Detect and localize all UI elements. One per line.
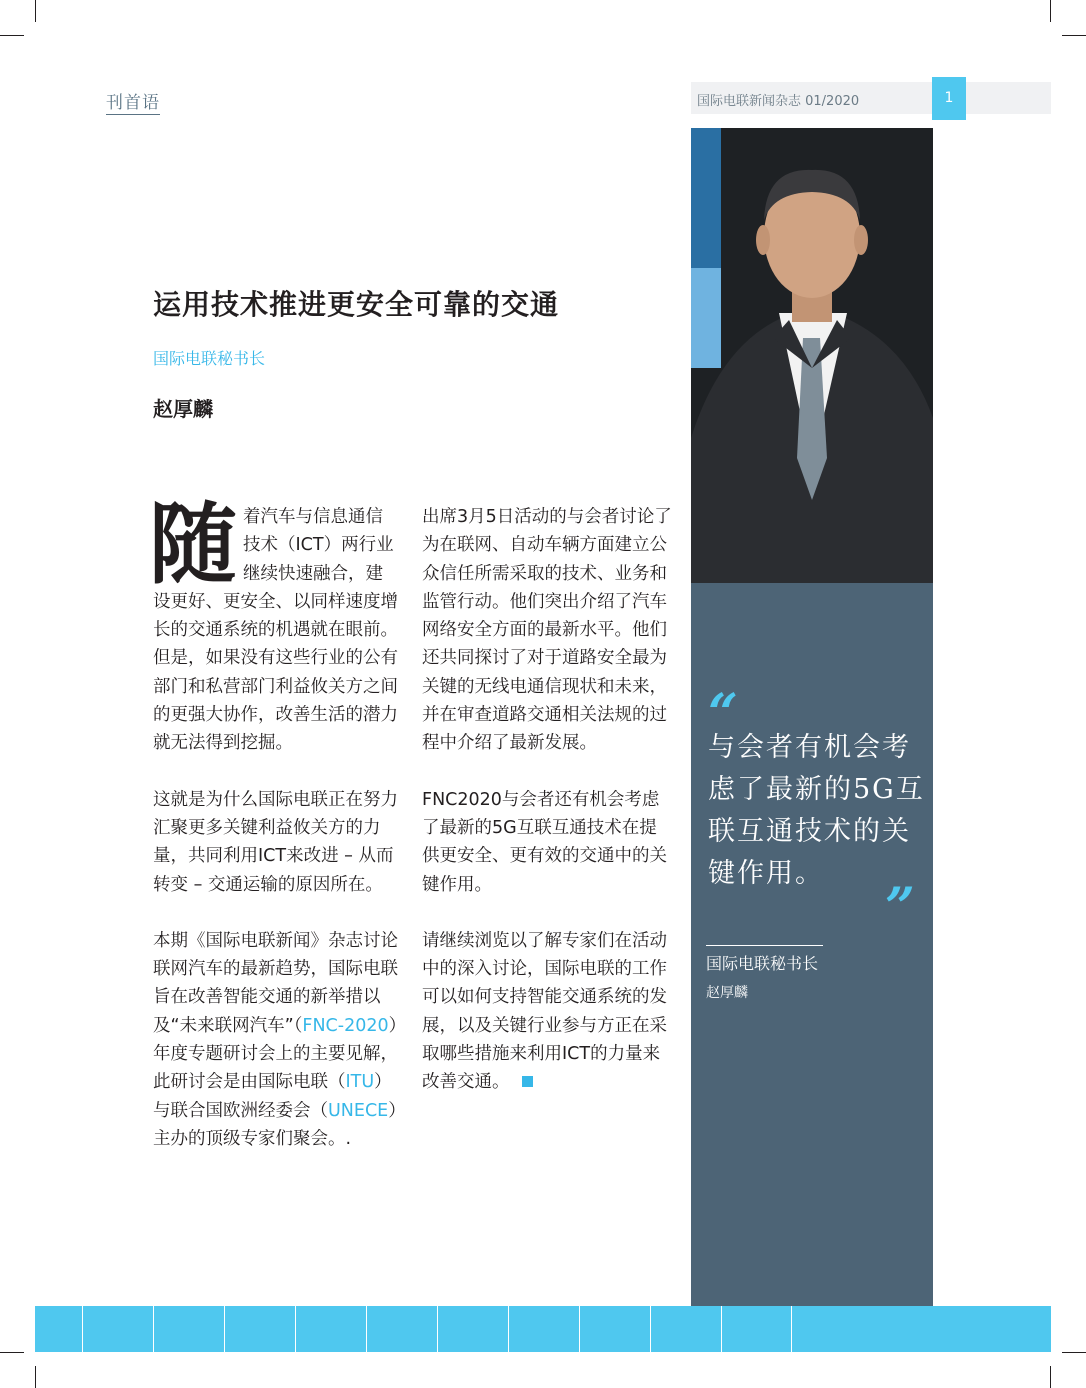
author-name: 赵厚麟 — [153, 397, 213, 421]
crop-mark — [1062, 1352, 1086, 1353]
link-fnc-2020[interactable]: FNC-2020 — [302, 1015, 389, 1036]
crop-mark — [1050, 0, 1051, 22]
author-role: 国际电联秘书长 — [153, 349, 266, 368]
quote-author-name: 赵厚麟 — [706, 985, 748, 1001]
footer-divider — [650, 1306, 651, 1352]
paragraph: 这就是为什么国际电联正在努力汇聚更多关键利益攸关方的力量，共同利用ICT来改进 – 从而转变 – 交通运输的原因所在。 — [153, 789, 398, 895]
crop-mark — [0, 35, 24, 36]
crop-mark — [0, 1352, 24, 1353]
pull-quote: 与会者有机会考虑了最新的5G互联互通技术的关键作用。 — [708, 732, 925, 889]
crop-mark — [1050, 1366, 1051, 1388]
paragraph — [149, 492, 398, 758]
paragraph-text: ）主办的顶级专家们聚会。. — [153, 1100, 397, 1149]
page-number: 1 — [944, 90, 954, 106]
paragraph: FNC2020与会者还有机会考虑了最新的5G互联互通技术在提供更安全、更有效的交通中的关键作用。 — [422, 789, 667, 895]
footer-divider — [721, 1306, 722, 1352]
quote-close-icon: ” — [885, 877, 915, 938]
article-title: 运用技术推进更安全可靠的交通 — [153, 288, 560, 321]
paragraph-text: 本期《国际电联新闻》杂志讨论联网汽车的最新趋势，国际电联旨在改善智能交通的新举措以及“未来联网汽车”（ — [153, 930, 398, 1036]
article-column-1 — [149, 492, 398, 1153]
footer-divider — [224, 1306, 225, 1352]
paragraph — [153, 927, 398, 1153]
end-mark-icon — [522, 1076, 533, 1087]
crop-mark — [35, 1366, 36, 1388]
footer-divider — [791, 1306, 792, 1352]
footer-divider — [508, 1306, 509, 1352]
footer-bar — [35, 1306, 1051, 1352]
link-itu[interactable]: ITU — [345, 1072, 375, 1093]
crop-mark — [35, 0, 36, 22]
paragraph — [422, 927, 672, 1097]
paragraph-text: 着汽车与信息通信技术（ICT）两行业继续快速融合，建设更好、更安全、以同样速度增长的交通系统的机遇就在眼前。但是，如果没有这些行业的公有部门和私营部门利益攸关方之间的更强大协作，改善生活的潜力就无法得到挖掘。 — [153, 507, 398, 754]
divider — [706, 945, 823, 946]
footer-divider — [366, 1306, 367, 1352]
crop-mark — [1062, 35, 1086, 36]
paragraph: 出席3月5日活动的与会者讨论了为在联网、自动车辆方面建立公众信任所需采取的技术、业务和监管行动。他们突出介绍了汽车网络安全方面的最新水平。他们还共同探讨了对于道路安全最为关键的无线电通信现状和未来，并在审查道路交通相关法规的过程中介绍了最新发展。 — [422, 507, 672, 754]
author-portrait — [691, 128, 933, 583]
drop-cap: 随 — [149, 492, 238, 596]
footer-divider — [153, 1306, 154, 1352]
footer-divider — [295, 1306, 296, 1352]
article-column-2 — [422, 503, 672, 1097]
section-label: 刊首语 — [106, 88, 160, 115]
paragraph-text: 请继续浏览以了解专家们在活动中的深入讨论，国际电联的工作可以如何支持智能交通系统的发展，以及关键行业参与方正在采取哪些措施来利用ICT的力量来改善交通。 — [422, 930, 667, 1093]
magazine-issue: 国际电联新闻杂志 01/2020 — [697, 94, 860, 109]
footer-divider — [82, 1306, 83, 1352]
link-unece[interactable]: UNECE — [328, 1100, 389, 1121]
footer-divider — [579, 1306, 580, 1352]
footer-divider — [437, 1306, 438, 1352]
paragraph-text: ）与联合国欧洲经委会（ — [153, 1072, 392, 1121]
quote-author-role: 国际电联秘书长 — [706, 954, 819, 973]
paragraph-text: ）年度专题研讨会上的主要见解，此研讨会是由国际电联（ — [153, 1015, 398, 1093]
quote-open-icon: “ — [708, 683, 738, 744]
